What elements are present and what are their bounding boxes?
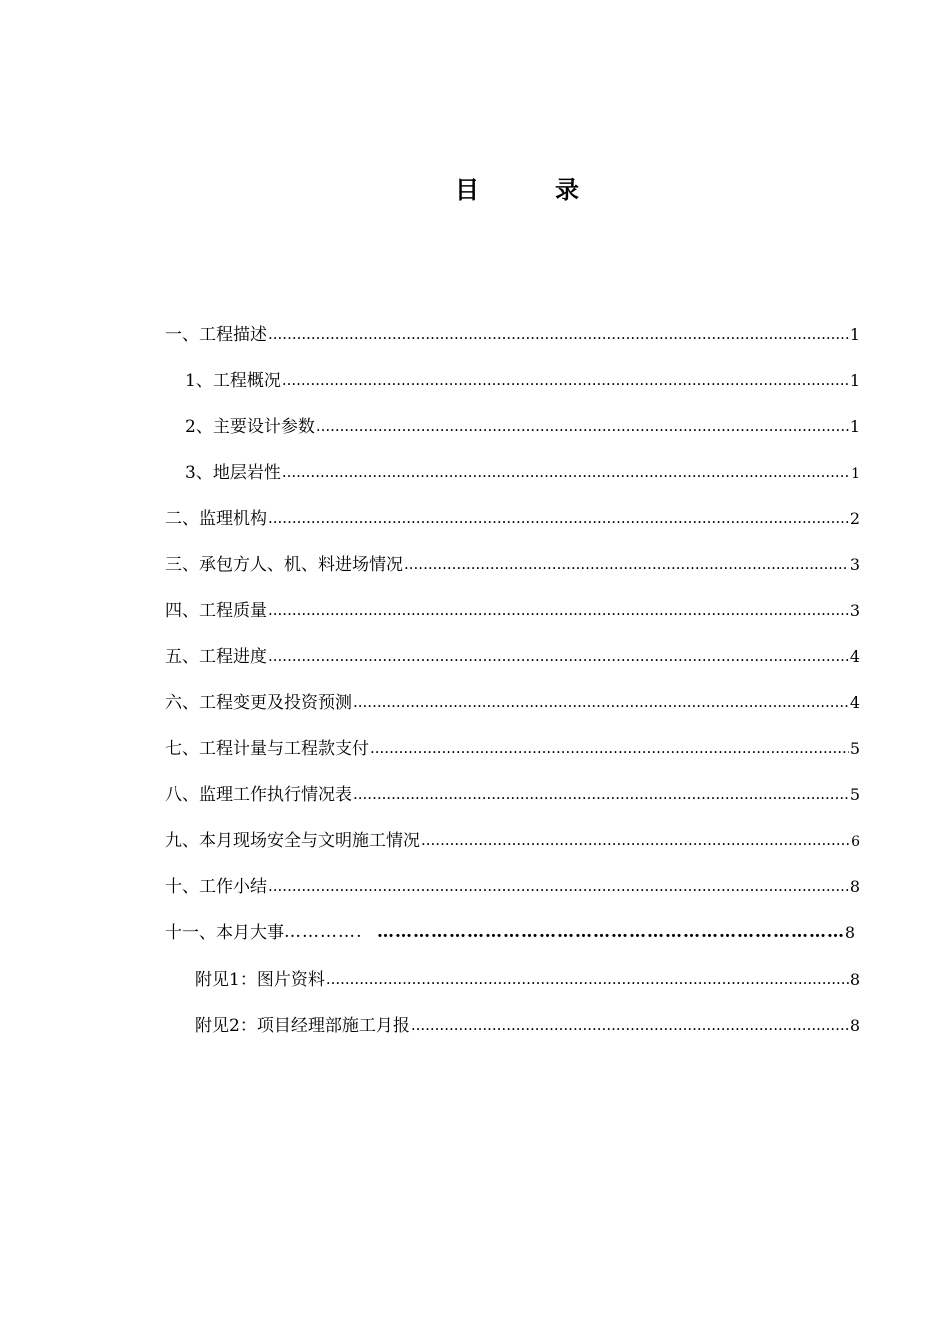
toc-entry-page: 1 bbox=[851, 466, 860, 482]
toc-entry-page: 1 bbox=[849, 325, 860, 344]
toc-entry[interactable] bbox=[165, 920, 855, 946]
toc-entry-page: 1 bbox=[849, 371, 860, 390]
dot-leader bbox=[370, 735, 849, 761]
toc-entry-page: 4 bbox=[849, 693, 860, 712]
dot-leader bbox=[268, 873, 849, 899]
toc-entry-label: 二、监理机构 bbox=[165, 509, 267, 529]
toc-entry[interactable] bbox=[195, 1013, 860, 1039]
toc-entry[interactable] bbox=[195, 967, 860, 993]
toc-entry-label: 附见2：项目经理部施工月报 bbox=[195, 1016, 410, 1036]
dot-leader bbox=[284, 919, 362, 945]
toc-entry-label: 3、地层岩性 bbox=[185, 463, 281, 483]
toc-entry-label: 五、工程进度 bbox=[165, 647, 267, 667]
toc-entry-label: 十、工作小结 bbox=[165, 877, 267, 897]
toc-entry[interactable] bbox=[165, 874, 860, 900]
toc-entry-page: 5 bbox=[849, 785, 860, 804]
toc-entry[interactable] bbox=[165, 322, 860, 348]
toc-entry-page: 8 bbox=[844, 923, 855, 942]
dot-leader bbox=[411, 1012, 849, 1038]
toc-entry-label: 六、工程变更及投资预测 bbox=[165, 693, 352, 713]
dot-leader bbox=[282, 459, 850, 485]
toc-entry-label: 四、工程质量 bbox=[165, 601, 267, 621]
toc-entry-page: 1 bbox=[849, 417, 860, 436]
toc-entry-label: 七、工程计量与工程款支付 bbox=[165, 739, 369, 759]
toc-entry-label: 一、工程描述 bbox=[165, 325, 267, 345]
toc-entry-page: 5 bbox=[849, 739, 860, 758]
toc-entry-label: 八、监理工作执行情况表 bbox=[165, 785, 352, 805]
dot-leader bbox=[404, 551, 849, 577]
toc-entry[interactable] bbox=[185, 414, 860, 440]
toc-entry-page: 4 bbox=[849, 647, 860, 666]
toc-entry[interactable] bbox=[165, 552, 860, 578]
toc-entry[interactable] bbox=[165, 736, 860, 762]
toc-entry-page: 8 bbox=[849, 877, 860, 896]
dot-leader bbox=[421, 827, 850, 853]
dot-leader bbox=[377, 919, 844, 945]
toc-entry[interactable] bbox=[165, 506, 860, 532]
toc-entry-label: 2、主要设计参数 bbox=[185, 417, 315, 437]
toc-entry-label: 三、承包方人、机、料进场情况 bbox=[165, 555, 403, 575]
toc-entry[interactable] bbox=[165, 644, 860, 670]
dot-leader bbox=[268, 597, 849, 623]
dot-leader bbox=[353, 781, 849, 807]
toc-title: 目 录 bbox=[455, 175, 605, 204]
toc-entry-page: 2 bbox=[849, 509, 860, 528]
dot-leader bbox=[268, 321, 849, 347]
toc-entry-page: 8 bbox=[849, 970, 860, 989]
toc-entry[interactable] bbox=[185, 368, 860, 394]
toc-entry-page: 6 bbox=[851, 834, 860, 850]
dot-leader bbox=[268, 505, 849, 531]
dot-leader bbox=[268, 643, 849, 669]
dot-leader bbox=[316, 413, 849, 439]
toc-entry-page: 3 bbox=[849, 555, 860, 574]
toc-entry-page: 8 bbox=[849, 1016, 860, 1035]
dot-leader bbox=[353, 689, 849, 715]
toc-entry[interactable] bbox=[165, 598, 860, 624]
dot-leader bbox=[282, 367, 849, 393]
toc-entry[interactable] bbox=[185, 460, 860, 486]
toc-entry-label: 附见1：图片资料 bbox=[195, 970, 325, 990]
toc-entry-label: 1、工程概况 bbox=[185, 371, 281, 391]
toc-entry[interactable] bbox=[165, 782, 860, 808]
toc-entry-page: 3 bbox=[849, 601, 860, 620]
toc-entry-label: 九、本月现场安全与文明施工情况 bbox=[165, 831, 420, 851]
toc-entry-label: 十一、本月大事 bbox=[165, 923, 284, 943]
toc-entry[interactable] bbox=[165, 690, 860, 716]
toc-entry[interactable] bbox=[165, 828, 860, 854]
dot-leader bbox=[326, 966, 849, 992]
